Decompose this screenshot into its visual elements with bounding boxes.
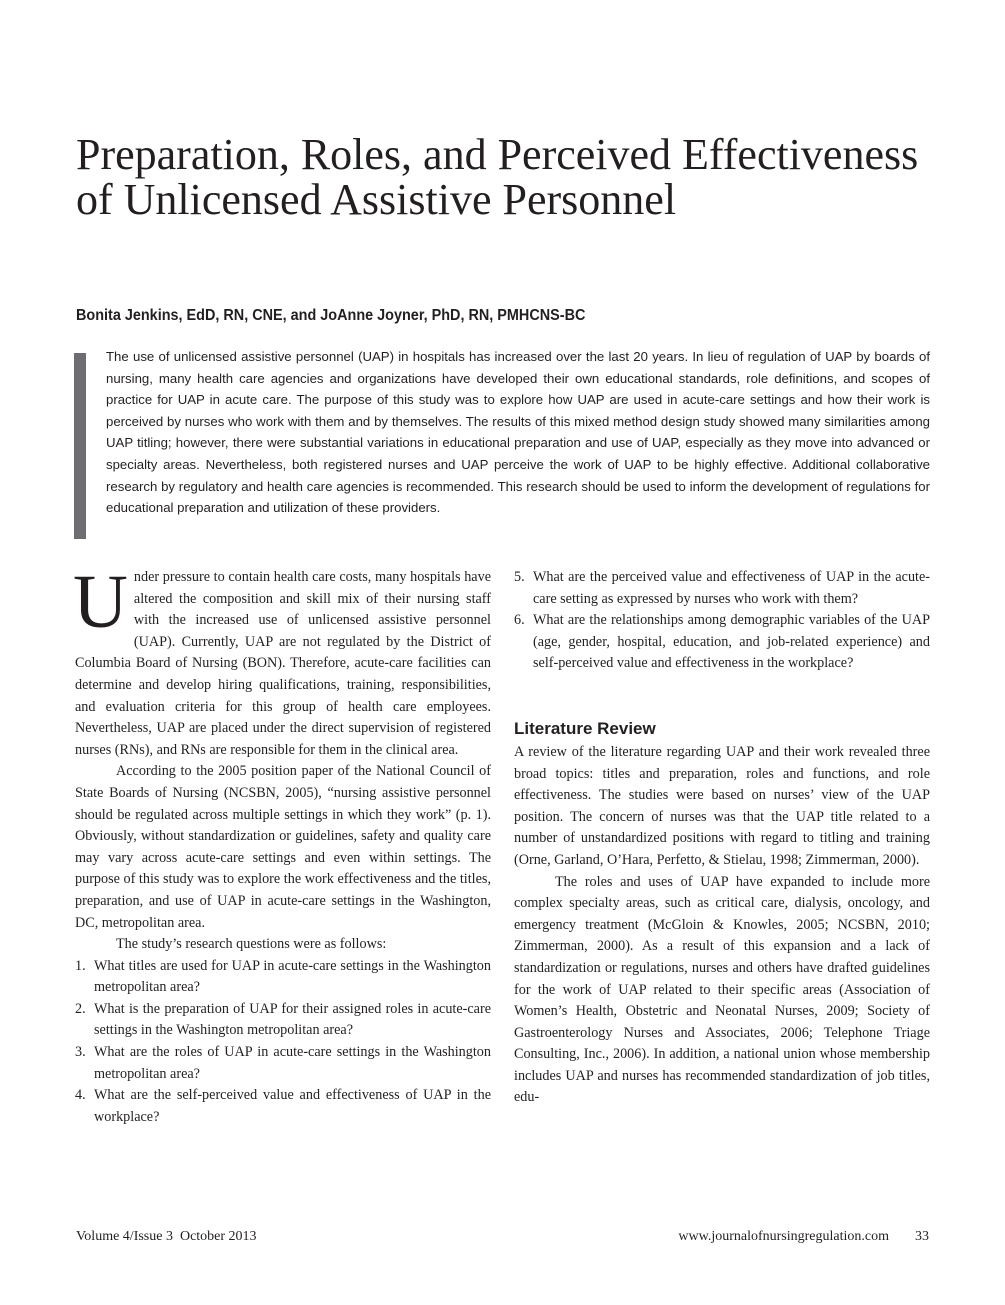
list-number: 1. xyxy=(75,957,86,974)
body-column-left xyxy=(73,560,491,1128)
list-item-text: What are the self-perceived value and effectiveness of UAP in the workplace? xyxy=(94,1087,491,1125)
page-number: 33 xyxy=(915,1229,929,1244)
author-line: Bonita Jenkins, EdD, RN, CNE, and JoAnne Joyner, PhD, RN, PMHCNS-BC xyxy=(76,307,586,324)
list-number: 2. xyxy=(75,1000,86,1017)
article-title: Preparation, Roles, and Perceived Effectiveness of Unlicensed Assistive Personnel xyxy=(76,130,919,224)
list-number: 3. xyxy=(75,1044,86,1061)
footer-url: www.journalofnursingregulation.com xyxy=(678,1229,889,1244)
abstract-rule xyxy=(74,353,86,539)
abstract: The use of unlicensed assistive personnel (UAP) in hospitals has increased over the last 20 years. In lieu of regulation of UAP by boards of nursing, many health care agencies and organizations have developed their own educational standards, role definitions, and scopes of practice for UAP in acute care. The purpose of this study was to explore how UAP are used in acute-care settings and how their work is perceived by nurses who work with them and by themselves. The results of this mixed method design study showed many similarities among UAP titling; however, there were substantial variations in educational preparation and use of UAP, especially as they move into advanced or specialty areas. Nevertheless, both registered nurses and UAP perceive the work of UAP to be highly effective. Additional collaborative research by regulatory and health care agencies is recommended. This research should be used to inform the development of regulations for educational preparation and utilization of these providers. xyxy=(106,349,930,516)
body-paragraph: The roles and uses of UAP have expanded to include more complex specialty areas, such as critical care, dialysis, oncology, and emergency treatment (McGloin & Knowles, 2005; NCSBN, 2010; Zimmerman, 2000). As a result of this expansion and a lack of standardization or regulations, nurses and others have drafted guidelines for the work of UAP related to their specific areas (Association of Women’s Health, Obstetric and Neonatal Nurses, 2009; Society of Gastroenterology Nurses and Associates, 2006; Telephone Triage Consulting, Inc., 2006). In addition, a national union whose membership includes UAP and nurses has recommended standardization of job titles, edu- xyxy=(514,873,930,1106)
list-number: 4. xyxy=(75,1087,86,1104)
list-number: 5. xyxy=(514,569,525,585)
list-item xyxy=(514,610,930,675)
list-item xyxy=(75,1085,491,1128)
list-item-text: What is the preparation of UAP for their assigned roles in acute-care settings in the Washington metropolitan area? xyxy=(94,1000,491,1039)
list-item-text: What are the perceived value and effectiveness of UAP in the acute-care setting as expressed by nurses who work with them? xyxy=(533,569,930,607)
body-paragraph: The study’s research questions were as follows: xyxy=(116,936,387,953)
body-paragraph: A review of the literature regarding UAP and their work revealed three broad topics: titles and preparation, roles and functions, and role effectiveness. The studies were based on nurses’ view of the UAP position. The concern of nurses was that the UAP title related to a number of unstandardized positions with regard to titling and training (Orne, Garland, O’Hara, Perfetto, & Stielau, 1998; Zimmerman, 2000). xyxy=(514,743,930,868)
body-paragraph: According to the 2005 position paper of the National Council of State Boards of Nursing (NCSBN, 2005), “nursing assistive personnel should be regulated across multiple settings in which they work” (p. 1). Obviously, without standardization or guidelines, safety and quality care may vary across acute-care settings and even within settings. The purpose of this study was to explore the work effectiveness and the titles, preparation, and use of UAP in acute-care settings in the Washington, DC, metropolitan area. xyxy=(75,763,491,931)
intro-paragraph-text: nder pressure to contain health care costs, many hospitals have altered the composition and skill mix of their nursing staff with the increased use of unlicensed assistive personnel (UAP). Currently, UAP are not regulated by the District of Columbia Board of Nursing (BON). Therefore, acute-care facilities can determine and develop hiring qualifications, training, responsibilities, and evaluation criteria for this group of health care employees. Nevertheless, UAP are placed under the direct supervision of registered nurses (RNs), and RNs are responsible for them in the clinical area. xyxy=(75,569,491,758)
intro-paragraph xyxy=(73,560,491,761)
list-item-text: What titles are used for UAP in acute-care settings in the Washington metropolitan area? xyxy=(94,957,491,996)
footer-issue: Volume 4/Issue 3 October 2013 xyxy=(76,1229,257,1244)
list-item-text: What are the roles of UAP in acute-care settings in the Washington metropolitan area? xyxy=(94,1044,491,1082)
body-column-right xyxy=(514,567,930,1109)
list-number: 6. xyxy=(514,612,525,629)
list-item-text: What are the relationships among demographic variables of the UAP (age, gender, hospital, education, and job-related experience) and self-perceived value and effectiveness in the workplace? xyxy=(533,612,930,672)
drop-cap: U xyxy=(73,560,128,644)
list-item xyxy=(75,956,491,999)
list-item xyxy=(75,1042,491,1085)
list-item xyxy=(75,999,491,1042)
section-heading-literature-review: Literature Review xyxy=(514,718,656,738)
research-questions-list-continued xyxy=(514,567,930,675)
research-questions-list xyxy=(75,956,491,1129)
list-item xyxy=(514,567,930,610)
